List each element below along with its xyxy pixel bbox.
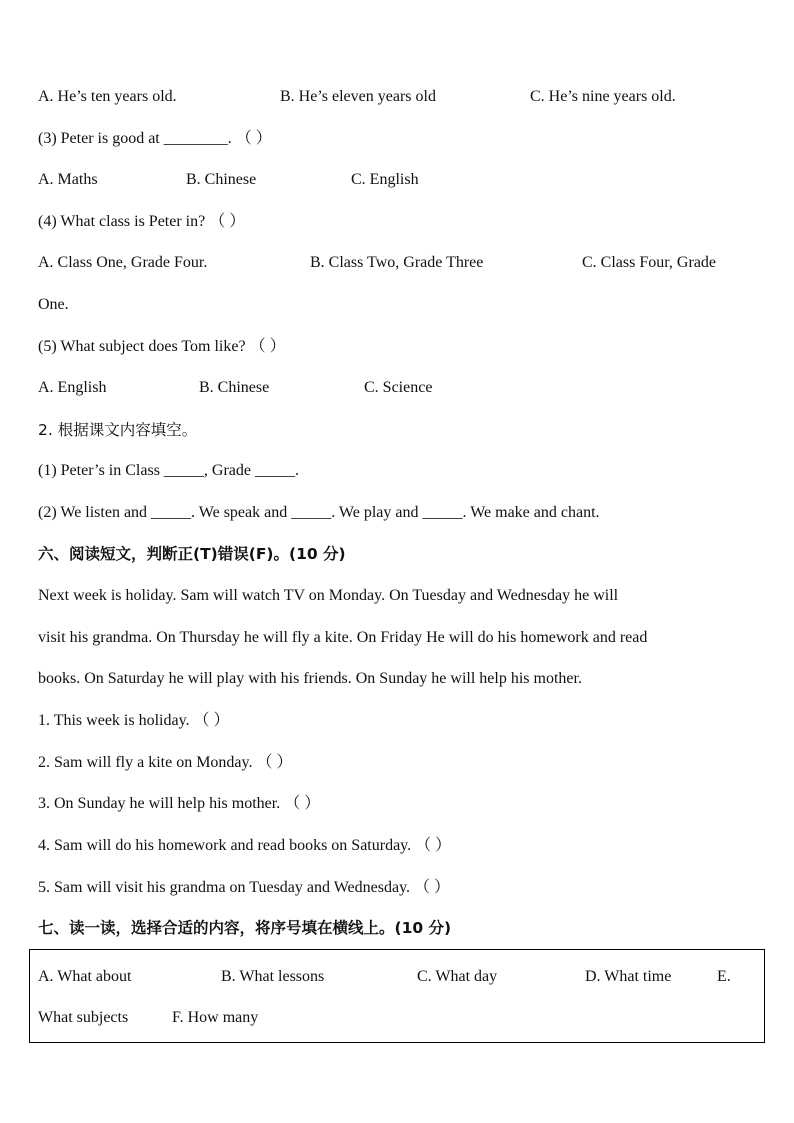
option-b: B. What lessons [221, 968, 325, 985]
option-a: A. What about [38, 968, 132, 985]
statement-3: 3. On Sunday he will help his mother. （ ） [38, 795, 321, 812]
option-f: F. How many [172, 1009, 259, 1026]
q2-option-a: A. He’s ten years old. [38, 88, 177, 105]
option-c: C. What day [417, 968, 498, 985]
q3-option-c: C. English [351, 171, 419, 188]
option-e: E. [717, 968, 731, 985]
section-7-title: 七、读一读，选择合适的内容，将序号填在横线上。(10 分) [38, 919, 452, 937]
q3-question: (3) Peter is good at ________. （ ） [38, 130, 272, 147]
part2-item-2: (2) We listen and _____. We speak and _____. We play and _____. We make and chant. [38, 504, 600, 521]
option-d: D. What time [585, 968, 672, 985]
passage-line-3: books. On Saturday he will play with his friends. On Sunday he will help his mother. [38, 670, 582, 687]
option-e-continued: What subjects [38, 1009, 129, 1026]
part2-item-1: (1) Peter’s in Class _____, Grade _____. [38, 462, 299, 479]
section-6-title: 六、阅读短文，判断正(T)错误(F)。(10 分) [38, 545, 346, 563]
q5-question: (5) What subject does Tom like? （ ） [38, 338, 286, 355]
statement-1: 1. This week is holiday. （ ） [38, 712, 230, 729]
passage-line-2: visit his grandma. On Thursday he will fly a kite. On Friday He will do his homework and read [38, 629, 648, 646]
q5-option-a: A. English [38, 379, 107, 396]
passage-line-1: Next week is holiday. Sam will watch TV on Monday. On Tuesday and Wednesday he will [38, 587, 619, 604]
q4-option-c-continued: One. [38, 296, 69, 313]
q4-option-a: A. Class One, Grade Four. [38, 254, 208, 271]
q3-option-a: A. Maths [38, 171, 98, 188]
options-box [29, 949, 765, 1043]
q5-option-c: C. Science [364, 379, 433, 396]
part2-heading: 2. 根据课文内容填空。 [38, 421, 198, 439]
statement-2: 2. Sam will fly a kite on Monday. （ ） [38, 754, 293, 771]
q3-option-b: B. Chinese [186, 171, 257, 188]
q2-option-c: C. He’s nine years old. [530, 88, 676, 105]
q2-option-b: B. He’s eleven years old [280, 88, 436, 105]
q4-question: (4) What class is Peter in? （ ） [38, 213, 246, 230]
statement-4: 4. Sam will do his homework and read books on Saturday. （ ） [38, 837, 452, 854]
statement-5: 5. Sam will visit his grandma on Tuesday and Wednesday. （ ） [38, 879, 451, 896]
q4-option-c: C. Class Four, Grade [582, 254, 717, 271]
q4-option-b: B. Class Two, Grade Three [310, 254, 484, 271]
q5-option-b: B. Chinese [199, 379, 270, 396]
